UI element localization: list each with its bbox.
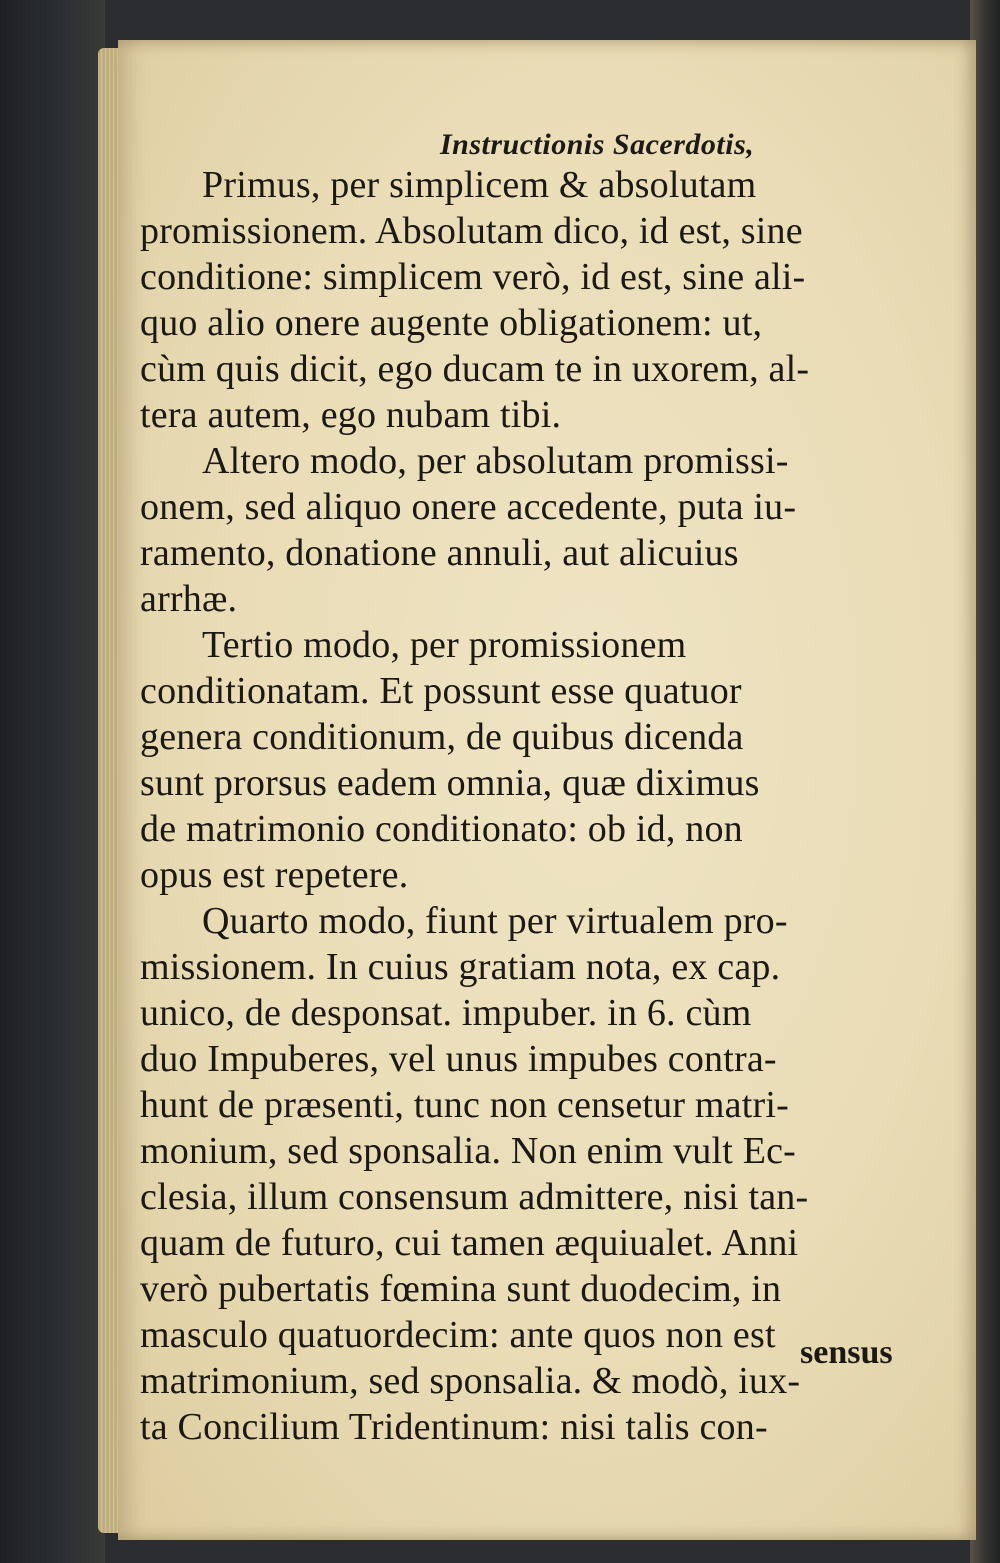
text-line: de matrimonio conditionato: ob id, non bbox=[140, 808, 743, 850]
text-line: hunt de præsenti, tunc non censetur matri- bbox=[140, 1084, 789, 1126]
text-line: tera autem, ego nubam tibi. bbox=[140, 394, 562, 436]
text-line: Quarto modo, fiunt per virtualem pro- bbox=[202, 900, 788, 942]
text-line: unico, de desponsat. impuber. in 6. cùm bbox=[140, 992, 752, 1034]
text-line: quo alio onere augente obligationem: ut, bbox=[140, 302, 763, 344]
text-line: Altero modo, per absolutam promissi- bbox=[202, 440, 789, 482]
text-line: clesia, illum consensum admittere, nisi tan- bbox=[140, 1176, 809, 1218]
book-binding-left bbox=[0, 0, 105, 1563]
text-line: matrimonium, sed sponsalia. & modò, iux- bbox=[140, 1360, 801, 1402]
text-line: conditione: simplicem verò, id est, sine ali- bbox=[140, 256, 806, 298]
text-line: cùm quis dicit, ego ducam te in uxorem, al- bbox=[140, 348, 810, 390]
text-line: genera conditionum, de quibus dicenda bbox=[140, 716, 744, 758]
text-line: ta Concilium Tridentinum: nisi talis con- bbox=[140, 1406, 768, 1448]
text-line: missionem. In cuius gratiam nota, ex cap. bbox=[140, 946, 781, 988]
text-line: ramento, donatione annuli, aut alicuius bbox=[140, 532, 739, 574]
text-line: masculo quatuordecim: ante quos non est bbox=[140, 1314, 776, 1356]
text-line: arrhæ. bbox=[140, 578, 238, 620]
text-line: Tertio modo, per promissionem bbox=[202, 624, 687, 666]
text-line: onem, sed aliquo onere accedente, puta iu- bbox=[140, 486, 797, 528]
text-line: promissionem. Absolutam dico, id est, sine bbox=[140, 210, 803, 252]
text-line: sunt prorsus eadem omnia, quæ diximus bbox=[140, 762, 760, 804]
text-line: opus est repetere. bbox=[140, 854, 409, 896]
text-line: monium, sed sponsalia. Non enim vult Ec- bbox=[140, 1130, 797, 1172]
text-line: duo Impuberes, vel unus impubes contra- bbox=[140, 1038, 777, 1080]
text-line: Primus, per simplicem & absolutam bbox=[202, 164, 757, 206]
text-line: quam de futuro, cui tamen æquiualet. Anni bbox=[140, 1222, 799, 1264]
text-line: verò pubertatis fœmina sunt duodecim, in bbox=[140, 1268, 782, 1310]
text-line: conditionatam. Et possunt esse quatuor bbox=[140, 670, 742, 712]
catchword: sensus bbox=[800, 1334, 893, 1371]
running-head: Instructionis Sacerdotis, bbox=[440, 128, 755, 161]
